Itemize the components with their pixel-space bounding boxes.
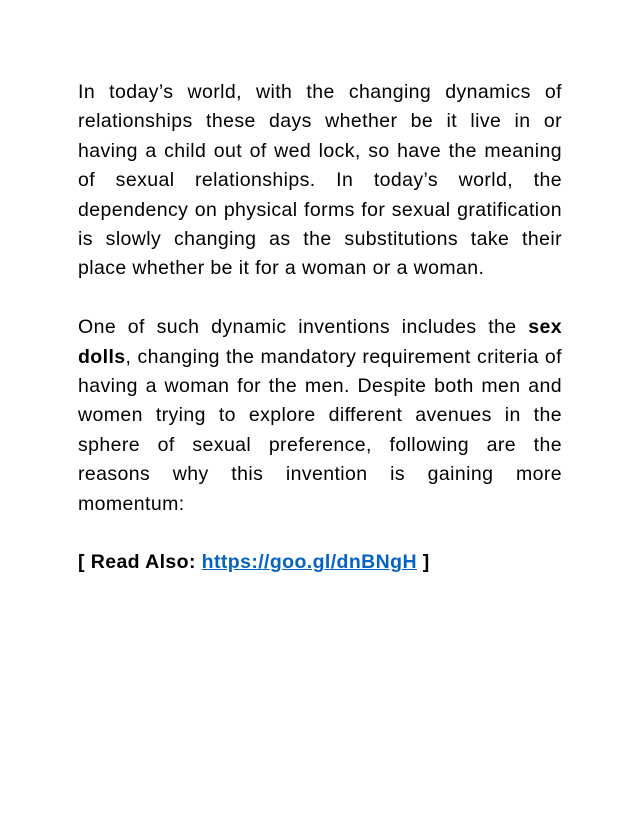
paragraph-intro: In today’s world, with the changing dynamics of relationships these days whether be it live in or having a child out of wed lock, so have the meaning of sexual relationships. In today’s world, the dependency on physical forms for sexual gratification is slowly changing as the substitutions take their place whether be it for a woman or a woman. <box>78 81 562 280</box>
document-page <box>78 78 562 607</box>
paragraph-inventions-end: , changing the mandatory requirement criteria of having a woman for the men. Despite both men and women trying to explore different avenues in the sphere of sexual preference, following are the reasons why this invention is gaining more momentum: <box>78 345 562 515</box>
paragraph-inventions-start: One of such dynamic inventions includes the <box>78 316 529 339</box>
read-also-link[interactable]: https://goo.gl/dnBNgH <box>201 551 417 574</box>
read-also-suffix: ] <box>416 551 430 574</box>
read-also-line <box>78 548 562 577</box>
read-also-prefix: [ Read Also: <box>78 551 202 574</box>
sex-dolls-keyword: sex dolls <box>78 316 562 368</box>
paragraph-inventions <box>78 313 562 519</box>
